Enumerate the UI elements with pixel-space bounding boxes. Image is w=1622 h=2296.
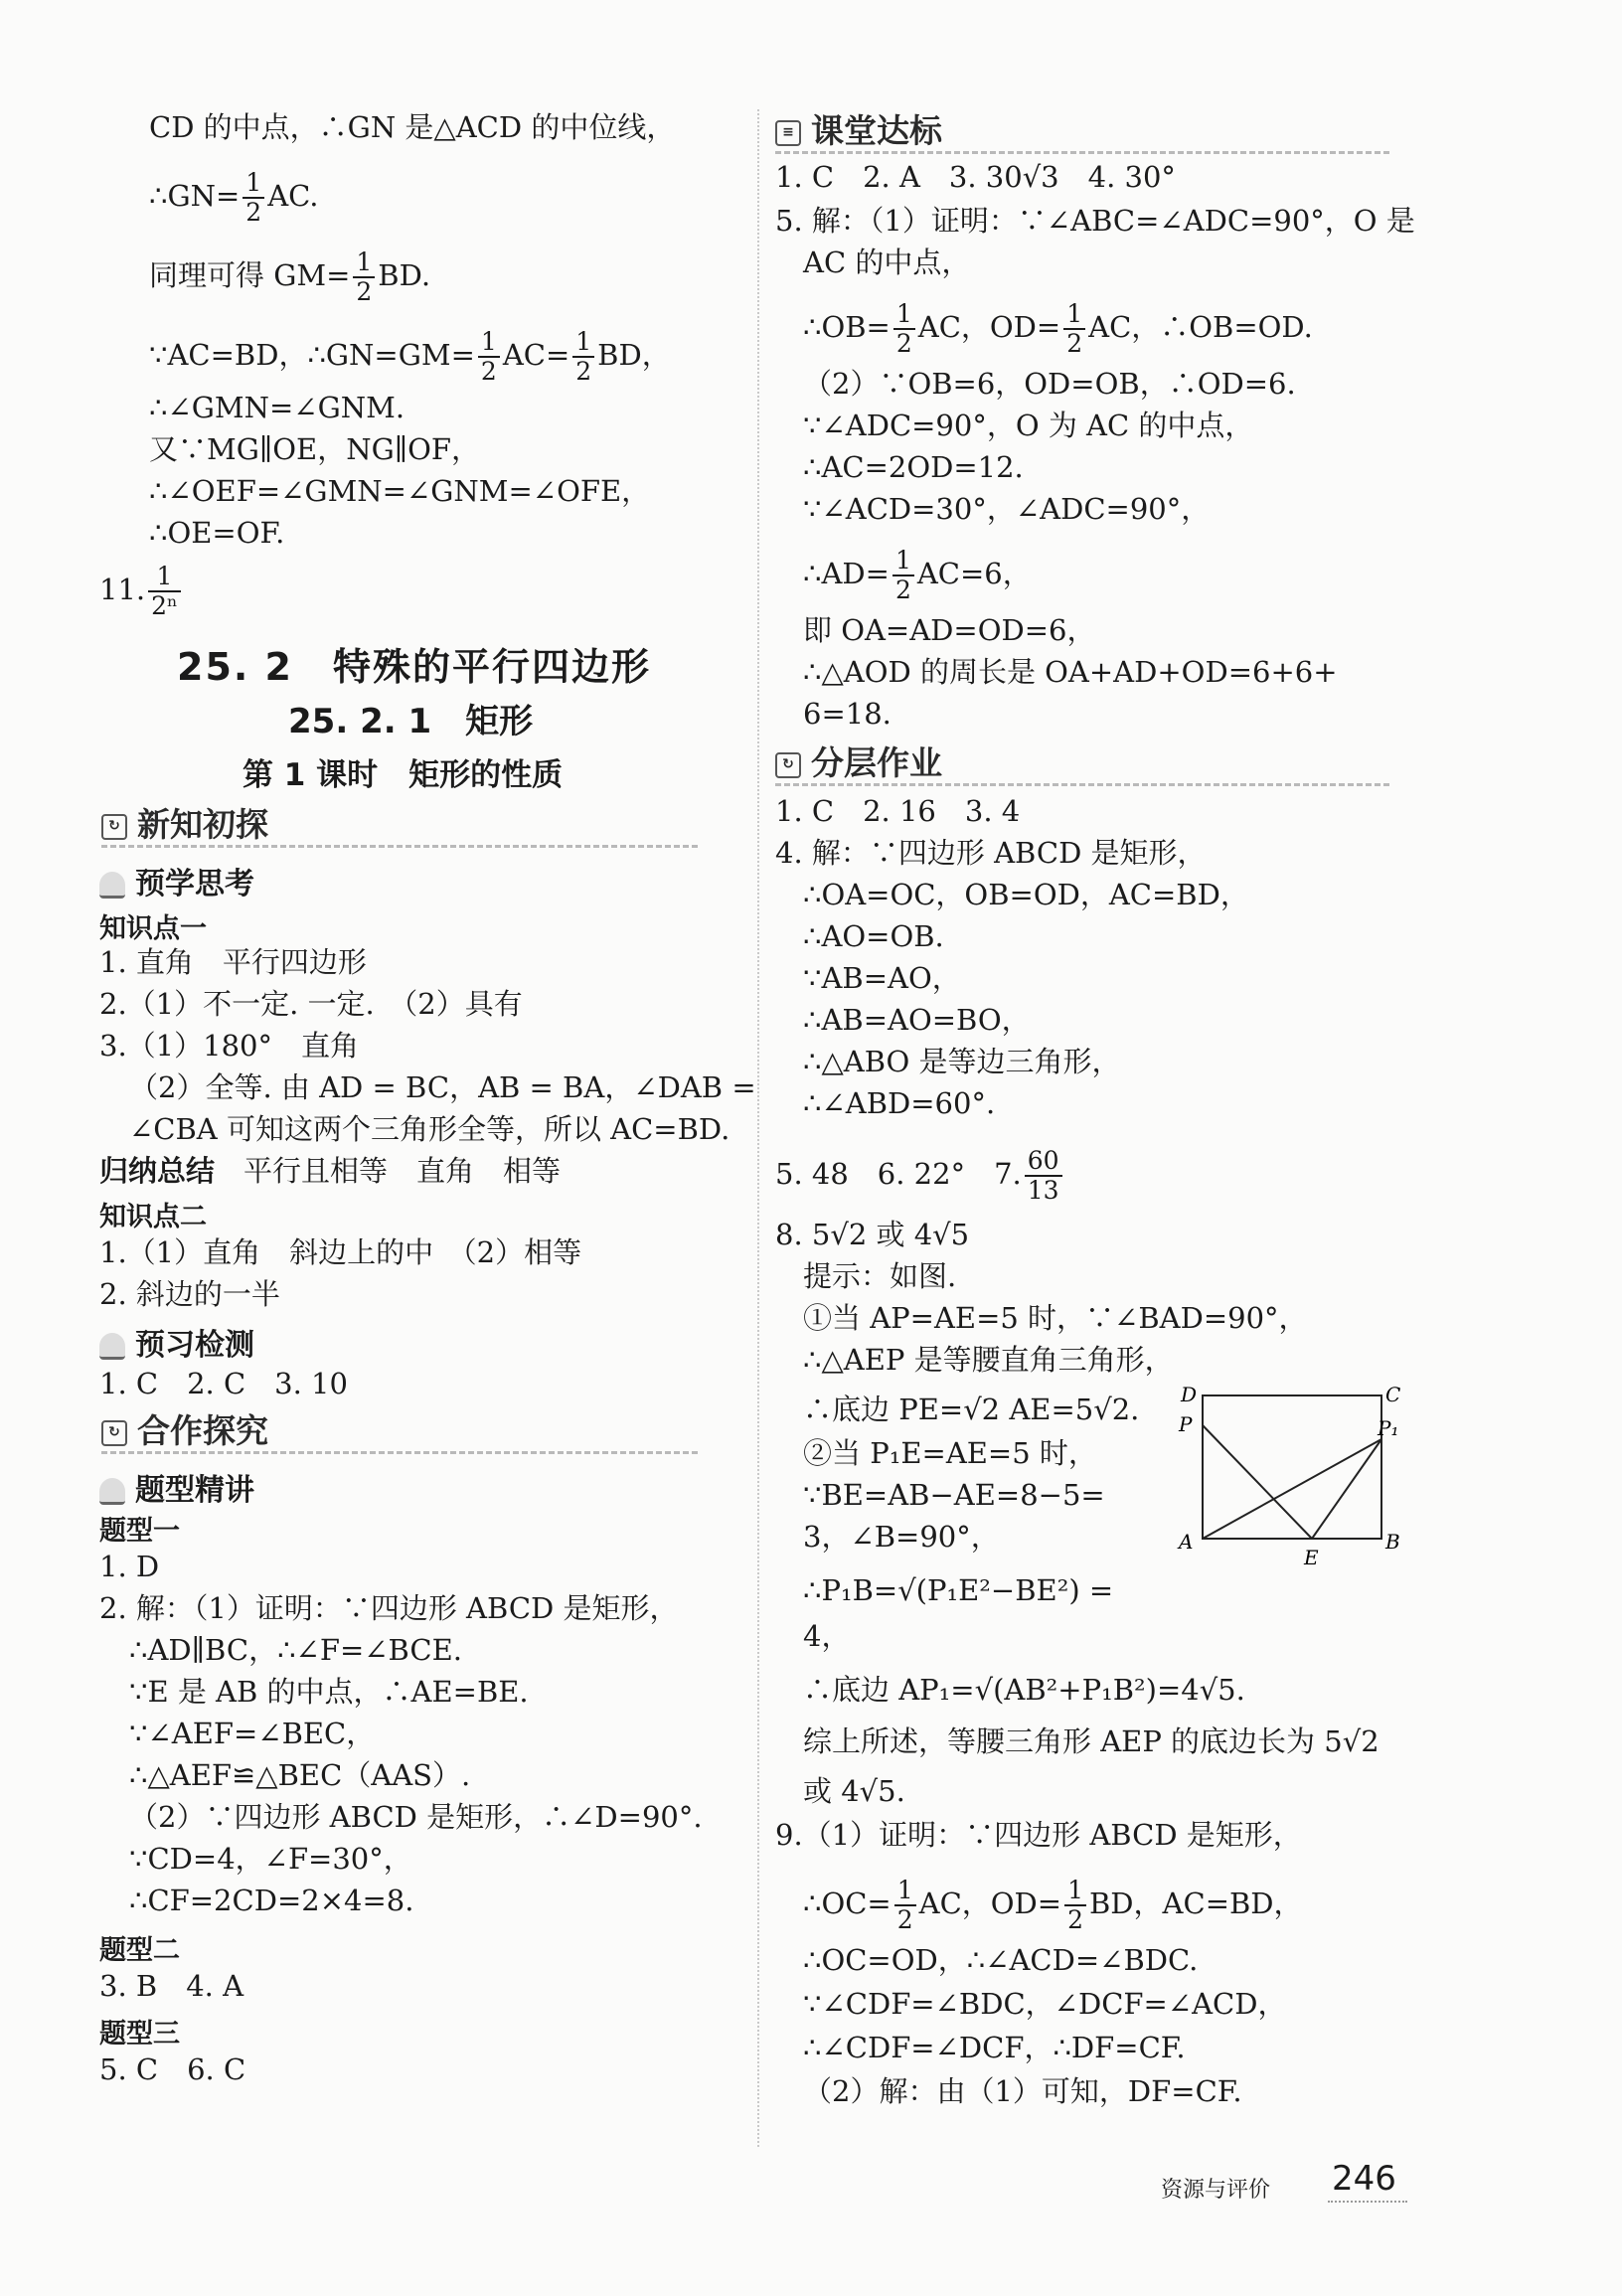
band-label: 课堂达标 — [811, 111, 942, 150]
left-line: 又∵MG∥OE，NG∥OF， — [149, 432, 481, 466]
right-line: 5. 解：（1）证明：∵∠ABC=∠ADC=90°，O 是 — [775, 204, 1415, 238]
fraction — [1064, 1877, 1086, 1934]
right-line: 提示：如图. — [803, 1259, 957, 1293]
summary-line — [99, 1151, 561, 1191]
summary-text: 平行且相等 直角 相等 — [243, 1154, 562, 1188]
divider — [101, 1451, 698, 1454]
left-line: ∴∠OEF=∠GMN=∠GNM=∠OFE， — [149, 474, 651, 508]
left-line: 3. B 4. A — [99, 1969, 244, 2003]
frac-den: 2 — [575, 357, 592, 386]
fraction — [243, 169, 264, 227]
fraction — [572, 328, 594, 386]
right-line: ∵BE=AB−AE=8−5= — [803, 1478, 1105, 1512]
label-p1: P₁ — [1378, 1416, 1399, 1440]
band-label: 分层作业 — [811, 743, 942, 782]
right-line: 4. 解：∵四边形 ABCD 是矩形， — [775, 836, 1207, 870]
right-line: ∴AC=2OD=12. — [803, 450, 1024, 484]
left-line: CD 的中点，∴GN 是△ACD 的中位线， — [149, 110, 676, 144]
left-line: ∴∠GMN=∠GNM. — [149, 391, 406, 424]
text: AC=6， — [916, 557, 1032, 590]
left-line — [99, 563, 184, 620]
text: 11. — [99, 573, 146, 606]
frac-den: 2 — [896, 1905, 913, 1934]
text: 同理可得 GM= — [149, 258, 351, 292]
right-line: 6=18. — [803, 697, 892, 731]
frac-num: 1 — [353, 248, 375, 278]
right-line: ∴△AEP 是等腰直角三角形， — [803, 1343, 1174, 1377]
book-icon: ↻ — [101, 1420, 127, 1446]
frac-num: 1 — [572, 328, 594, 358]
summary-label: 归纳总结 — [99, 1154, 216, 1188]
right-line: ∵∠ACD=30°，∠ADC=90°， — [803, 492, 1211, 526]
right-line — [803, 300, 1313, 358]
label: 题型三 — [99, 2019, 180, 2050]
right-line: 1. C 2. A 3. 30√3 4. 30° — [775, 160, 1176, 194]
label: 知识点二 — [99, 1202, 207, 1232]
right-line: AC 的中点， — [803, 246, 971, 279]
right-line: （2）∵OB=6，OD=OB，∴OD=6. — [803, 367, 1296, 401]
text: AC，∴OB=OD. — [1088, 310, 1313, 344]
band-hezuo — [101, 1405, 268, 1452]
left-line: （2）全等. 由 AD = BC，AB = BA，∠DAB = — [129, 1070, 756, 1104]
left-line: ∵E 是 AB 的中点，∴AE=BE. — [129, 1675, 529, 1709]
fraction — [892, 547, 914, 604]
frac-num: 1 — [1063, 300, 1085, 330]
left-line: ∴AD∥BC，∴∠F=∠BCE. — [129, 1633, 462, 1667]
fraction — [1063, 300, 1085, 358]
text: ∴OC= — [803, 1886, 892, 1920]
right-line: 9.（1）证明：∵四边形 ABCD 是矩形， — [775, 1818, 1302, 1852]
band-label: 新知初探 — [137, 805, 268, 844]
right-line: 3，∠B=90°， — [803, 1520, 1000, 1554]
right-line: ∵∠ADC=90°，O 为 AC 的中点， — [803, 409, 1254, 442]
sub-yuxue — [99, 859, 254, 902]
text: ∴OB= — [803, 310, 891, 344]
text: ∴AD= — [803, 557, 890, 590]
right-line — [803, 547, 1032, 604]
text: BD. — [378, 258, 431, 292]
frac-num: 60 — [1025, 1147, 1062, 1177]
text: 5. 48 6. 22° 7. — [775, 1157, 1022, 1191]
frac-num: 1 — [892, 547, 914, 576]
right-line: ∴P₁B=√(P₁E²−BE²) = — [803, 1573, 1114, 1607]
label-e: E — [1304, 1546, 1319, 1568]
right-line: ∴OA=OC，OB=OD，AC=BD， — [803, 878, 1249, 911]
right-line: ②当 P₁E=AE=5 时， — [803, 1436, 1097, 1470]
divider — [775, 783, 1391, 786]
sub-label: 题型精讲 — [135, 1473, 254, 1508]
sub-jiance — [99, 1320, 254, 1364]
frac-den: 2ⁿ — [151, 591, 178, 620]
frac-den: 2 — [1066, 329, 1083, 358]
frac-num: 1 — [1064, 1877, 1086, 1906]
footer-text: 资源与评价 — [1161, 2178, 1271, 2203]
left-line — [149, 169, 319, 227]
right-line: ∴△AOD 的周长是 OA+AD+OD=6+6+ — [803, 655, 1338, 689]
right-line: ∴△ABO 是等边三角形， — [803, 1045, 1121, 1078]
right-line: ∴OC=OD，∴∠ACD=∠BDC. — [803, 1943, 1199, 1977]
left-line: 1. 直角 平行四边形 — [99, 945, 367, 979]
subsection-title: 25. 2. 1 矩形 — [288, 702, 534, 741]
fraction — [1025, 1147, 1062, 1205]
left-line: 2. 解：（1）证明：∵四边形 ABCD 是矩形， — [99, 1591, 679, 1625]
text: BD，AC=BD， — [1089, 1886, 1303, 1920]
text: AC. — [267, 179, 319, 213]
left-line: 3.（1）180° 直角 — [99, 1029, 359, 1063]
hand-icon — [99, 1478, 125, 1505]
segment-e-p1 — [1312, 1439, 1381, 1539]
text: AC，OD= — [917, 310, 1061, 344]
rectangle-diagram — [1173, 1380, 1411, 1568]
left-line: ∵CD=4，∠F=30°， — [129, 1842, 412, 1876]
right-line — [803, 1877, 1303, 1934]
footer-rule — [1328, 2201, 1407, 2203]
right-line: 综上所述，等腰三角形 AEP 的底边长为 5√2 — [803, 1724, 1379, 1758]
frac-num: 1 — [893, 300, 915, 330]
lesson-title: 第 1 课时 矩形的性质 — [243, 757, 564, 793]
frac-den: 2 — [895, 329, 912, 358]
left-line: 2.（1）不一定. 一定. （2）具有 — [99, 987, 523, 1021]
label-d: D — [1181, 1383, 1198, 1406]
left-line: ∴OE=OF. — [149, 516, 285, 550]
right-line: 4， — [803, 1619, 851, 1653]
pen-icon — [99, 1333, 125, 1360]
band-fenceng — [775, 738, 942, 784]
section-title: 25. 2 特殊的平行四边形 — [177, 645, 651, 689]
right-line — [775, 1147, 1065, 1205]
left-line: 1. C 2. C 3. 10 — [99, 1367, 348, 1400]
sub-label: 预学思考 — [135, 867, 254, 902]
text: ∵AC=BD，∴GN=GM= — [149, 338, 475, 372]
frac-den: 2 — [480, 357, 497, 386]
label: 题型一 — [99, 1516, 180, 1547]
left-line: 1. D — [99, 1550, 160, 1583]
fraction — [478, 328, 500, 386]
label-p: P — [1179, 1412, 1193, 1436]
right-line: （2）解：由（1）可知，DF=CF. — [803, 2074, 1242, 2108]
right-line: ∴AO=OB. — [803, 919, 944, 953]
fraction — [894, 1877, 916, 1934]
band-ketang — [775, 105, 942, 152]
right-line: 8. 5√2 或 4√5 — [775, 1218, 970, 1251]
frac-num: 1 — [478, 328, 500, 358]
frac-num: 1 — [148, 563, 181, 592]
fraction — [148, 563, 181, 620]
column-divider — [757, 109, 759, 2147]
label: 题型二 — [99, 1935, 180, 1966]
right-line: ①当 AP=AE=5 时，∵∠BAD=90°， — [803, 1301, 1308, 1335]
divider — [775, 151, 1391, 154]
left-line: 5. C 6. C — [99, 2052, 246, 2086]
frac-den: 2 — [1067, 1905, 1083, 1934]
frac-den: 2 — [356, 277, 373, 306]
left-line: ∠CBA 可知这两个三角形全等，所以 AC=BD. — [129, 1112, 730, 1146]
left-line: （2）∵四边形 ABCD 是矩形，∴∠D=90°. — [129, 1800, 703, 1834]
band-label: 合作探究 — [137, 1411, 268, 1450]
text: BD， — [597, 338, 671, 372]
page-number: 246 — [1332, 2159, 1396, 2199]
left-line: ∵∠AEF=∠BEC， — [129, 1717, 376, 1750]
frac-den: 13 — [1027, 1176, 1059, 1205]
right-line: 即 OA=AD=OD=6， — [803, 613, 1096, 647]
book-icon: ↻ — [101, 814, 127, 840]
frac-num: 1 — [894, 1877, 916, 1906]
right-line: ∴∠CDF=∠DCF，∴DF=CF. — [803, 2031, 1186, 2064]
right-line: 1. C 2. 16 3. 4 — [775, 794, 1021, 828]
right-line: ∴底边 AP₁=√(AB²+P₁B²)=4√5. — [803, 1673, 1245, 1707]
book-icon: ≡ — [775, 120, 801, 146]
label: 知识点一 — [99, 913, 207, 944]
left-line — [149, 248, 430, 306]
segment-p-e — [1203, 1425, 1312, 1539]
fraction — [353, 248, 375, 306]
divider — [101, 845, 698, 848]
book-icon: ↻ — [775, 752, 801, 778]
right-line: ∴底边 PE=√2 AE=5√2. — [803, 1393, 1140, 1426]
band-xinzhi — [101, 799, 268, 846]
sub-label: 预习检测 — [135, 1328, 254, 1363]
thinking-icon — [99, 872, 125, 899]
right-line: ∴∠ABD=60°. — [803, 1086, 996, 1120]
frac-den: 2 — [894, 575, 911, 604]
sub-tixing — [99, 1465, 254, 1509]
left-line: ∴△AEF≌△BEC（AAS）. — [129, 1758, 471, 1792]
text: ∴GN= — [149, 179, 241, 213]
fraction — [893, 300, 915, 358]
right-line: 或 4√5. — [803, 1774, 905, 1808]
left-line: ∴CF=2CD=2×4=8. — [129, 1884, 414, 1917]
label-b: B — [1385, 1530, 1400, 1554]
text: AC= — [502, 338, 570, 372]
left-line — [149, 328, 671, 386]
label-a: A — [1179, 1530, 1194, 1554]
left-line: 2. 斜边的一半 — [99, 1277, 280, 1311]
text: AC，OD= — [918, 1886, 1062, 1920]
frac-num: 1 — [243, 169, 264, 199]
frac-den: 2 — [245, 198, 262, 227]
left-line: 1.（1）直角 斜边上的中 （2）相等 — [99, 1235, 582, 1269]
label-c: C — [1385, 1383, 1401, 1406]
right-line: ∴AB=AO=BO， — [803, 1003, 1031, 1037]
right-line: ∵AB=AO， — [803, 961, 961, 995]
right-line: ∵∠CDF=∠BDC，∠DCF=∠ACD， — [803, 1987, 1287, 2021]
